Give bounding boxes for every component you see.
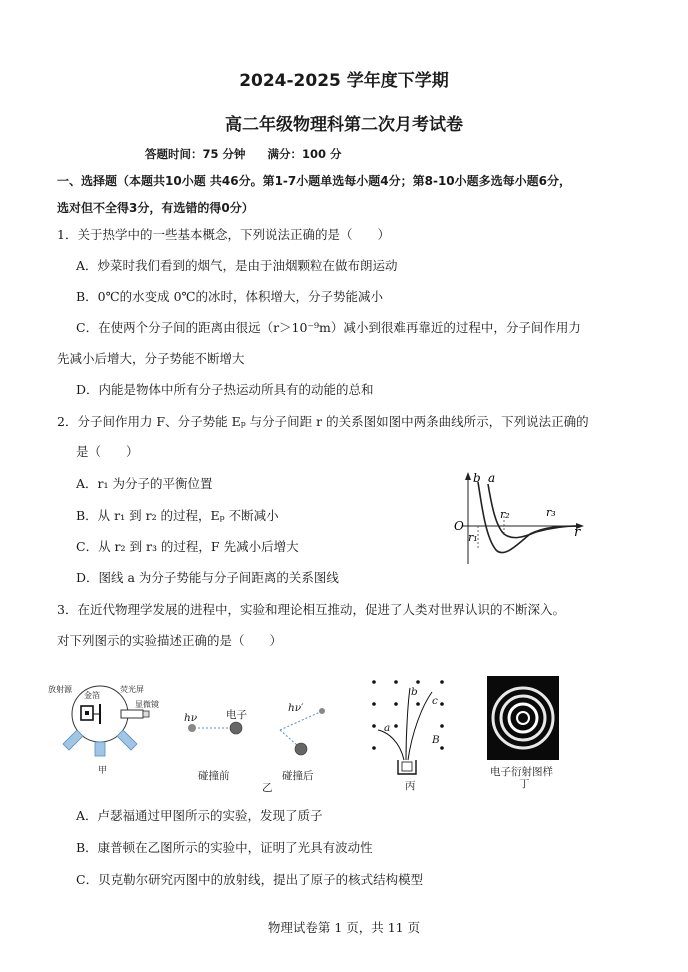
page-footer: 物理试卷第 1 页，共 11 页 [267,920,421,935]
q3-stem: 3．在近代物理学发展的进程中，实验和理论相互推动，促进了人类对世界认识的不断深入。 [57,602,565,617]
force-potential-graph [446,468,596,568]
tube-bottom [95,742,105,756]
tube-right [117,730,137,750]
label-before: 碰撞前 [198,770,230,782]
label-r: r [574,525,581,540]
q1-option-a: A．炒菜时我们看到的烟气，是由于油烟颗粒在做布朗运动 [76,258,398,273]
label-hv: hν [184,712,198,724]
label-field-B: B [432,734,440,746]
fig-yi-compton [180,700,350,770]
label-microscope: 显微镜 [135,700,159,709]
q2-stem-cont: 是（ ） [76,444,139,459]
label-after: 碰撞后 [282,770,314,782]
label-a: a [488,471,496,485]
exam-meta [145,146,360,162]
q3-option-c: C．贝克勒尔研究丙图中的放射线，提出了原子的核式结构模型 [76,872,424,887]
label-ray-c: c [432,695,438,707]
electron-before [230,722,242,734]
label-b: b [473,471,481,485]
recoil-path [280,730,298,746]
label-diffraction: 电子衍射图样 [490,766,553,778]
incident-photon [188,724,196,732]
section-heading [57,168,637,222]
q3-option-a: A．卢瑟福通过甲图所示的实验，发现了质子 [76,808,323,823]
ray-a [378,730,404,760]
q2-option-b: B．从 r₁ 到 r₂ 的过程，Eₚ 不断减小 [76,508,279,523]
exam-year-title: 2024-2025 学年度下学期 [239,71,449,91]
label-r1: r₁ [468,531,478,544]
label-ray-a: a [384,722,391,734]
label-source: 放射源 [48,685,72,694]
scattered-photon-path [280,712,320,730]
time-label: 答题时间：75 分钟 [145,147,246,161]
caption-ding: 丁 [519,778,530,790]
curve-b [478,482,578,553]
ray-c [408,692,432,760]
label-r3: r₃ [546,506,556,519]
electron-after [295,743,307,755]
scattered-photon [319,708,325,714]
q2-option-c: C．从 r₂ 到 r₃ 的过程，F 先减小后增大 [76,539,299,554]
exam-title: 高二年级物理科第二次月考试卷 [225,115,463,135]
caption-jia: 甲 [98,766,108,776]
caption-yi: 乙 [262,782,273,794]
source-core [85,711,89,715]
q1-option-c: C．在使两个分子间的距离由很远（r＞10⁻⁹m）减小到很难再靠近的过程中，分子间作用力 [76,320,581,335]
q1-option-d: D．内能是物体中所有分子热运动所具有的动能的总和 [76,382,374,397]
source-box [402,762,412,771]
fig-ding-diffraction [487,676,559,760]
section-heading-line2: 选对但不全得3分，有选错的得0分） [57,201,254,215]
section-heading-line1: 一、选择题（本题共10小题 共46分。第1-7小题单选每小题4分；第8-10小题多选每小题6分， [57,174,571,188]
q1-stem: 1．关于热学中的一些基本概念，下列说法正确的是（ ） [57,227,390,242]
q2-option-a: A．r₁ 为分子的平衡位置 [76,476,213,491]
label-electron: 电子 [226,709,247,721]
q2-stem: 2．分子间作用力 F、分子势能 Eₚ 与分子间距 r 的关系图如图中两条曲线所示，下列说法正确的 [57,414,589,429]
y-axis-arrow [465,472,471,480]
label-ray-b: b [411,686,418,698]
q3-stem-cont: 对下列图示的实验描述正确的是（ ） [57,633,283,648]
label-foil: 金箔 [84,691,100,700]
microscope [121,710,143,718]
label-screen: 荧光屏 [120,685,144,694]
score-label: 满分：100 分 [267,147,342,161]
caption-bing: 丙 [405,780,416,792]
q3-option-b: B．康普顿在乙图所示的实验中，证明了光具有波动性 [76,840,373,855]
q2-option-d: D．图线 a 为分子势能与分子间距离的关系图线 [76,570,339,585]
label-r2: r₂ [500,508,510,521]
tube-left [63,730,83,750]
label-hv-prime: hν′ [288,702,304,714]
microscope-eyepiece [143,711,149,717]
q1-option-c-cont: 先减小后增大，分子势能不断增大 [57,351,245,366]
q1-option-b: B．0℃的水变成 0℃的冰时，体积增大，分子势能减小 [76,289,384,304]
label-origin: O [454,519,464,533]
